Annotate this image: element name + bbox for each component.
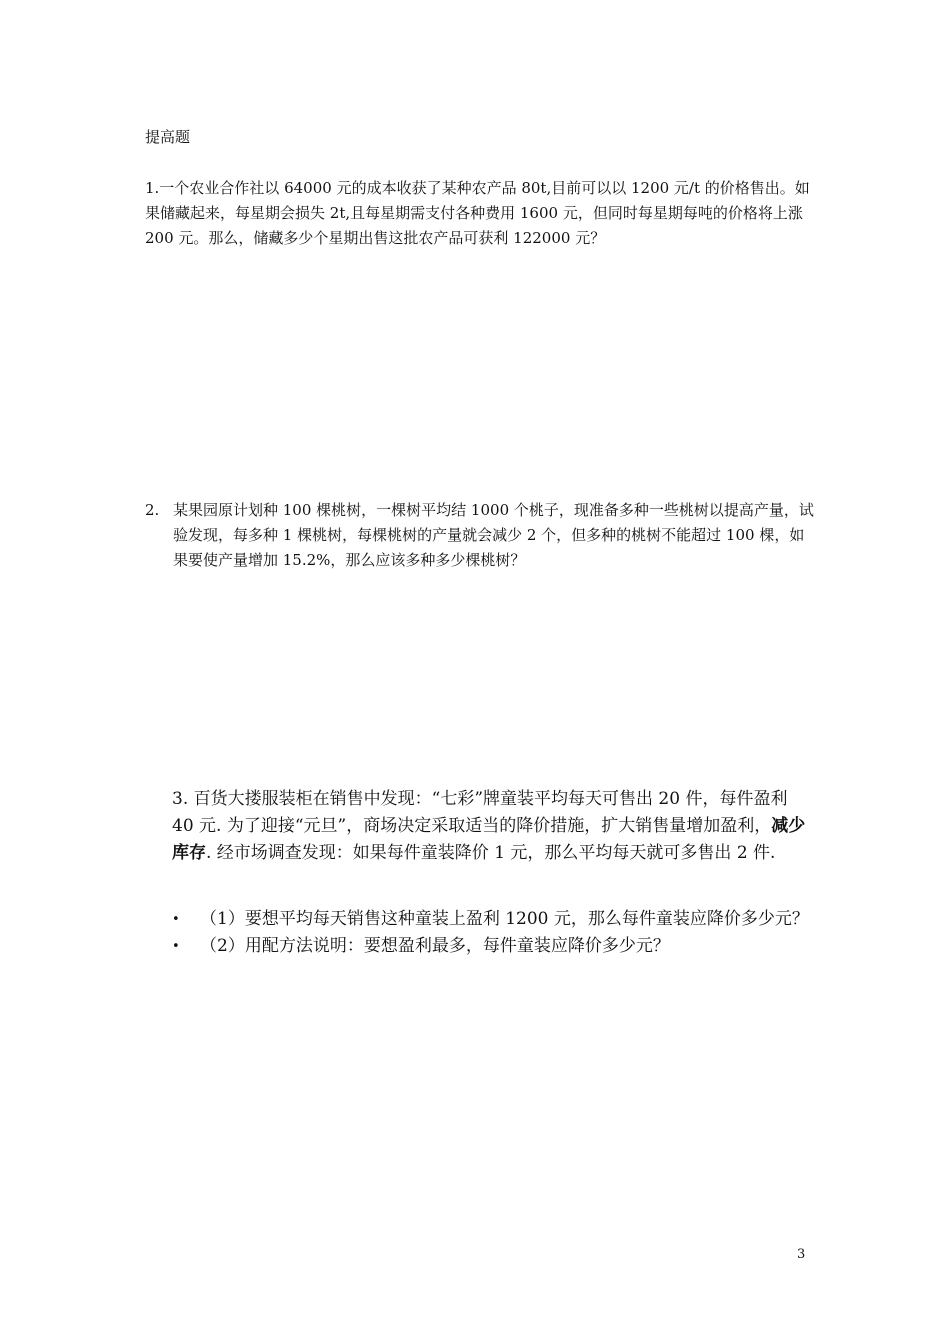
- question-2-number: 2.: [145, 501, 160, 519]
- bullet-icon: •: [172, 912, 180, 927]
- sub-question-2-text: （2）用配方法说明：要想盈利最多，每件童装应降价多少元？: [200, 936, 670, 956]
- sub-question-1: [172, 906, 812, 933]
- question-2-text: 某果园原计划种 100 棵桃树，一棵树平均结 1000 个桃子，现准备多种一些桃树以提高产量，试验发现，每多种 1 棵桃树，每棵桃树的产量就会减少 2 个，但多种的桃树不能超过 100 棵，如果要使产量增加 15.2%，那么应该多种多少棵桃树？: [173, 501, 814, 569]
- question-3-text-after: . 经市场调查发现：如果每件童装降价 1 元，那么平均每天就可多售出 2 件.: [206, 843, 776, 863]
- sub-question-1-text: （1）要想平均每天销售这种童装上盈利 1200 元，那么每件童装应降价多少元？: [200, 909, 809, 929]
- sub-question-2: [172, 933, 812, 960]
- page-number: 3: [797, 1247, 806, 1262]
- section-heading: 提高题: [145, 128, 191, 146]
- question-3: [172, 786, 812, 867]
- question-2: [145, 498, 817, 573]
- question-3-text-before: 3. 百货大搂服装柜在销售中发现：“七彩”牌童装平均每天可售出 20 件，每件盈利 40 元. 为了迎接“元旦”，商场决定采取适当的降价措施，扩大销售量增加盈利，: [172, 789, 788, 836]
- question-3-sub-list: [172, 906, 812, 960]
- bullet-icon: •: [172, 939, 180, 954]
- question-1: 1.一个农业合作社以 64000 元的成本收获了某种农产品 80t,目前可以以 1200 元/t 的价格售出。如果储藏起来，每星期会损失 2t,且每星期需支付各种费用 1600 元，但同时每星期每吨的价格将上涨 200 元。那么，储藏多少个星期出售这批农产品可获利 122000 元？: [145, 179, 810, 247]
- question-3-bold-text: 减少库存: [172, 816, 806, 863]
